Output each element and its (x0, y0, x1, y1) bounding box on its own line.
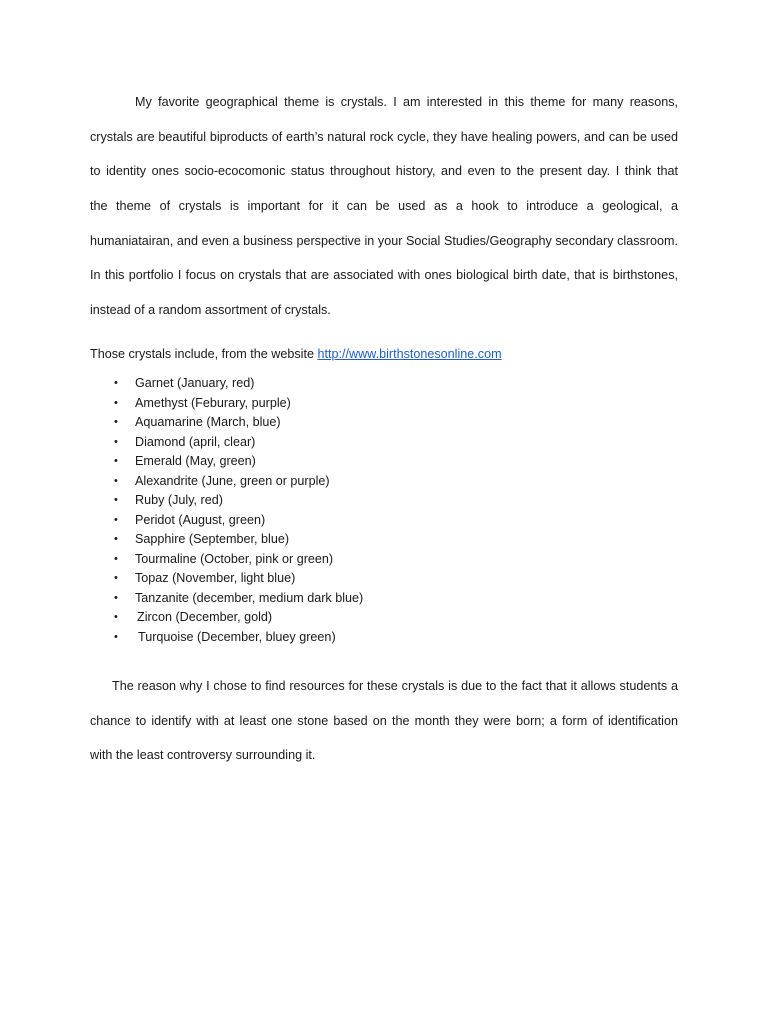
list-item-text: Garnet (January, red) (135, 376, 255, 390)
bullet-icon: • (114, 533, 118, 545)
intro-line: In this portfolio I focus on crystals that are associated with ones biological birth date, that is birthstones, (90, 268, 678, 283)
list-item-text: Tourmaline (October, pink or green) (135, 551, 334, 566)
bullet-icon: • (114, 416, 118, 428)
closing-paragraph (90, 669, 678, 773)
bullet-icon: • (114, 494, 118, 506)
list-item (90, 511, 363, 531)
list-item (90, 491, 363, 511)
list-item (90, 628, 363, 648)
list-item (90, 394, 363, 414)
list-intro (90, 345, 678, 363)
list-item-text: Ruby (July, red) (135, 493, 223, 507)
bullet-icon: • (114, 396, 118, 409)
bullet-icon: • (114, 474, 118, 487)
list-intro-line (90, 345, 678, 363)
closing-line: with the least controversy surrounding it. (90, 748, 316, 763)
bullet-icon: • (114, 572, 118, 584)
closing-line: chance to identify with at least one stone based on the month they were born; a form of identification (90, 713, 678, 728)
bullet-icon: • (114, 630, 118, 643)
list-item (90, 608, 363, 628)
intro-line: My favorite geographical theme is crystals. I am interested in this theme for many reasons, (135, 95, 678, 109)
list-item (90, 589, 363, 609)
list-item (90, 550, 363, 570)
list-item-text: Tanzanite (december, medium dark blue) (135, 590, 364, 605)
list-item-text: Amethyst (Feburary, purple) (135, 395, 291, 410)
bullet-icon: • (114, 591, 118, 604)
list-item-text: Emerald (May, green) (135, 454, 256, 468)
intro-line: to identity ones socio-ecocomonic status throughout history, and even to the present day. I think that (90, 164, 678, 179)
birthstones-website-link[interactable]: http://www.birthstonesonline.com (317, 347, 502, 361)
list-item (90, 374, 363, 394)
list-item (90, 413, 363, 433)
list-item-text: Peridot (August, green) (135, 512, 266, 527)
intro-line: humaniataira​n, and even a business perspective in your Social Studies/Geography secondary classroom. (90, 233, 678, 248)
bullet-icon: • (114, 611, 118, 623)
intro-line: the theme of crystals is important for it can be used as a hook to introduce a geological, a (90, 199, 678, 214)
list-item (90, 472, 363, 492)
list-item-text: Zircon (December, gold) (137, 610, 273, 624)
bullet-icon: • (114, 455, 118, 467)
bullet-icon: • (114, 377, 118, 389)
list-item (90, 452, 363, 472)
bullet-icon: • (114, 435, 118, 448)
closing-line: The reason why I chose to find resources for these crystals is due to the fact that it allows students a (112, 679, 678, 693)
list-item-text: Sapphire (September, blue) (135, 532, 290, 546)
intro-line: crystals are beautiful biproducts of earth’s natural rock cycle, they have healing powers, and can be used (90, 129, 678, 144)
birthstone-list (90, 374, 363, 647)
list-item-text: Diamond (april, clear) (135, 434, 256, 449)
bullet-icon: • (114, 513, 118, 526)
list-intro-text: Those crystals include, from the website (90, 347, 318, 361)
list-item (90, 433, 363, 453)
list-item-text: Turquoise (December, bluey green) (138, 629, 336, 644)
list-item-text: Alexandrite (June, green or purple) (135, 473, 330, 488)
intro-paragraph (90, 85, 678, 328)
list-item-text: Topaz (November, light blue) (135, 571, 296, 585)
bullet-icon: • (114, 552, 118, 565)
list-item (90, 530, 363, 550)
list-item-text: Aquamarine (March, blue) (135, 415, 281, 429)
list-item (90, 569, 363, 589)
intro-line: instead of a random assortment of crystals. (90, 303, 331, 318)
